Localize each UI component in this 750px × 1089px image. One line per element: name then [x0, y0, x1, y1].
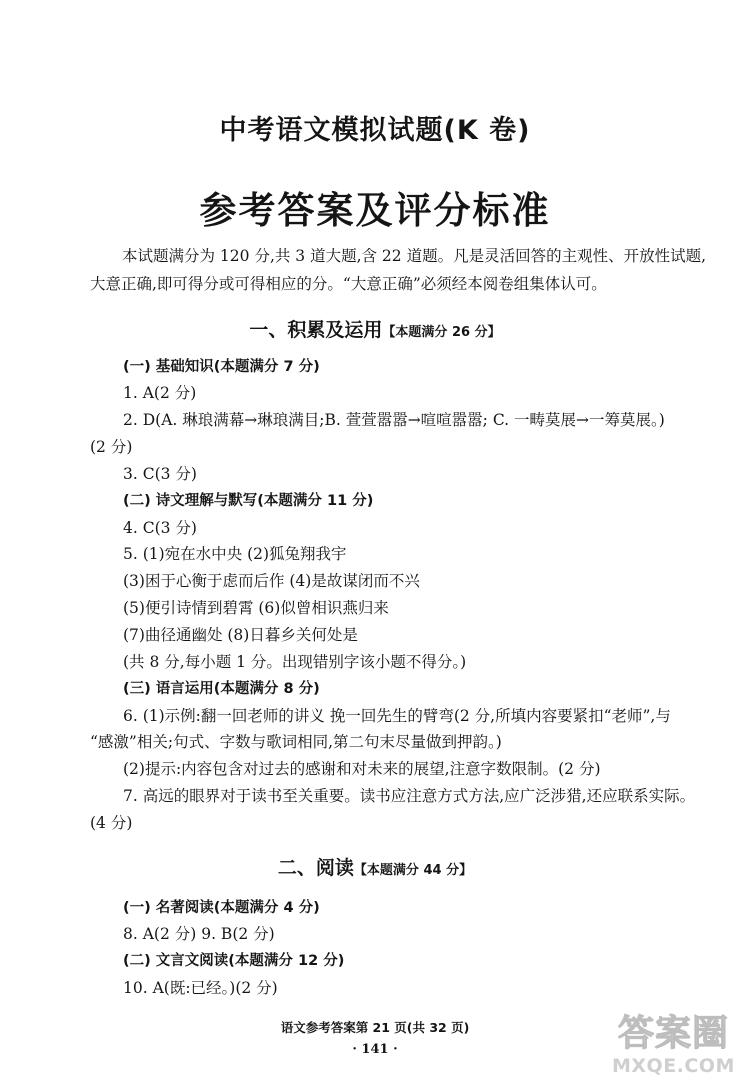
site-watermark-logo [612, 1005, 744, 1085]
subsection-heading: (一) 名著阅读(本题满分 4 分) [123, 900, 320, 916]
answer-line: 5. (1)宛在水中央 (2)狐兔翔我宇 [123, 545, 347, 563]
answer-key-title: 参考答案及评分标准 [199, 189, 551, 232]
answer-line: 2. D(A. 琳琅满幕→琳琅满目;B. 萱萱嚣嚣→喧喧嚣嚣; C. 一畴莫展→一筹莫展。) [123, 411, 665, 429]
answer-line: (共 8 分,每小题 1 分。出现错别字该小题不得分。) [123, 653, 467, 671]
answer-line: 3. C(3 分) [123, 465, 197, 483]
answer-line: 10. A(既:已经。)(2 分) [123, 979, 278, 997]
answer-line: (3)困于心衡于虑而后作 (4)是故谋闭而不兴 [123, 572, 420, 590]
section-heading-1 [0, 315, 750, 342]
answer-line: 8. A(2 分) 9. B(2 分) [123, 925, 275, 943]
answer-line: (5)便引诗情到碧霄 (6)似曾相识燕归来 [123, 599, 389, 617]
subsection-heading: (二) 文言文阅读(本题满分 12 分) [123, 953, 345, 969]
intro-paragraph: 本试题满分为 120 分,共 3 道大题,含 22 道题。凡是灵活回答的主观性、开放性试题,大意正确,即可得分或可得相应的分。“大意正确”必须经本阅卷组集体认可。 [90, 247, 707, 293]
page-number: · 141 · [352, 1042, 398, 1057]
answer-line: (7)曲径通幽处 (8)日暮乡关何处是 [123, 626, 358, 644]
section-heading-2 [0, 853, 750, 880]
answer-line: (2 分) [90, 438, 133, 456]
subsection-heading: (三) 语言运用(本题满分 8 分) [123, 681, 320, 697]
exam-title: 中考语文模拟试题(K 卷) [219, 115, 531, 146]
section-title: 二、阅读 [277, 857, 354, 879]
subsection-heading: (二) 诗文理解与默写(本题满分 11 分) [123, 493, 374, 509]
section-title: 一、积累及运用 [249, 319, 383, 341]
answer-line: “感激”相关;句式、字数与歌词相同,第二句末尽量做到押韵。) [90, 733, 502, 751]
answer-line: 4. C(3 分) [123, 519, 197, 537]
answer-line: (2)提示:内容包含对过去的感谢和对未来的展望,注意字数限制。(2 分) [123, 760, 601, 778]
watermark-logo-text: 答案圈 [618, 1013, 730, 1054]
answer-line: 6. (1)示例:翻一回老师的讲义 挽一回先生的臂弯(2 分,所填内容要紧扣“老师”,与 [123, 707, 671, 725]
answer-line: 1. A(2 分) [123, 384, 197, 402]
section-score-note: 【本题满分 44 分】 [353, 863, 473, 878]
answer-line: 7. 高远的眼界对于读书至关重要。读书应注意方式方法,应广泛涉猎,还应联系实际。 [123, 787, 696, 805]
subsection-heading: (一) 基础知识(本题满分 7 分) [123, 359, 320, 375]
section-score-note: 【本题满分 26 分】 [382, 325, 501, 340]
answer-line: (4 分) [90, 814, 133, 832]
watermark-url: MXQE.COM [612, 1055, 735, 1077]
page-footer: 语文参考答案第 21 页(共 32 页) [280, 1020, 470, 1035]
